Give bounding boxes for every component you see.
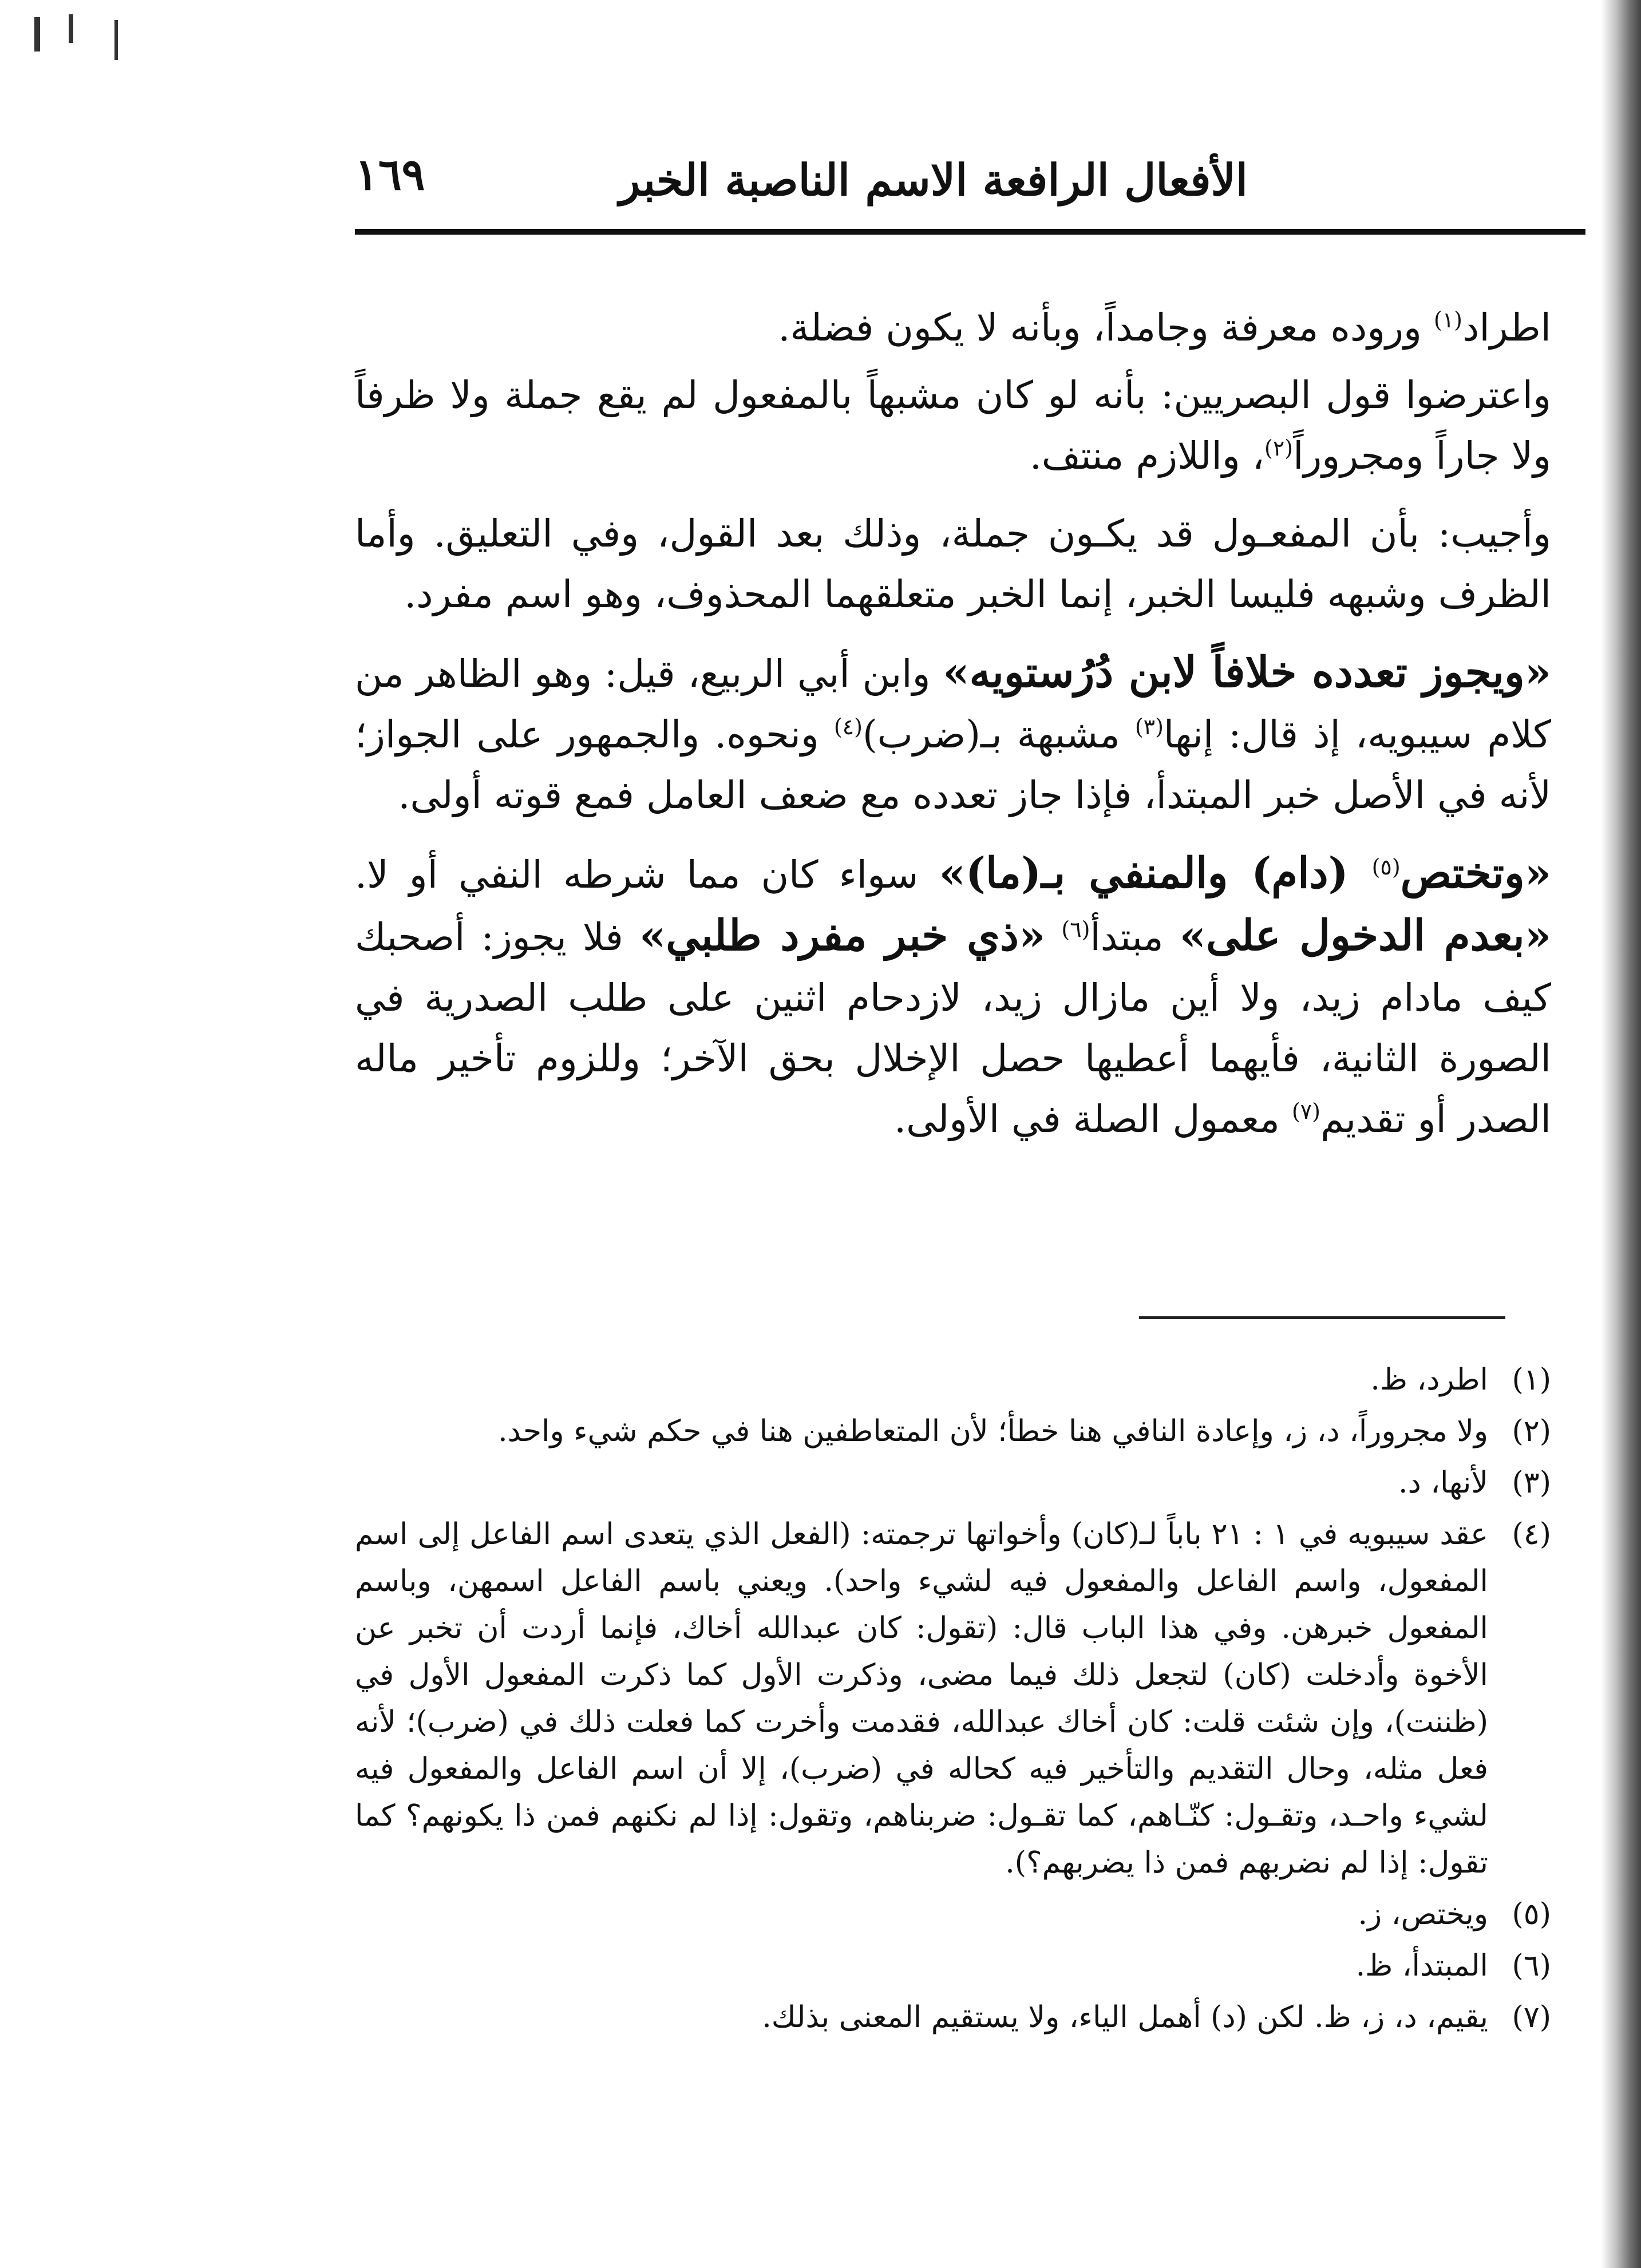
footnote-text: اطرد، ظ. xyxy=(1370,1363,1488,1397)
footnote-number: (٣) xyxy=(1512,1466,1551,1500)
running-title: الأفعال الرافعة الاسم الناصبة الخبر xyxy=(619,155,1248,205)
scan-shadow-edge xyxy=(1601,0,1641,2268)
footnote-number: (٤) xyxy=(1512,1517,1551,1551)
footnote-separator xyxy=(1139,1316,1505,1319)
footnote-text: ويختص، ز. xyxy=(1358,1897,1488,1931)
footnote-item xyxy=(355,1994,1551,2041)
text-run: اطراد xyxy=(1462,306,1551,350)
footnote-number: (١) xyxy=(1512,1363,1551,1397)
text-run: فلا يجوز: أصحبك كيف مادام زيد، ولا أين مازال زيد، لازدحام اثنين على طلب الصدرية في الصورة الثانية، فأيهما أعطيها حصل الإخلال بحق الآخر؛ وللزوم تأخير ماله الصدر أو تقديم xyxy=(355,915,1551,1141)
text-run: معمول الصلة في الأولى. xyxy=(894,1097,1292,1141)
footnote-item xyxy=(355,1942,1551,1989)
text-run: وأجيب: بأن المفعـول قد يكـون جملة، وذلك بعد القول، وفي التعليق. وأما الظرف وشبهه فليسا الخبر، إنما الخبر متعلقهما المحذوف، وهو اسم مفرد. xyxy=(355,512,1551,616)
footnote-ref: (٥) xyxy=(1371,854,1401,880)
footnote-text: لأنها، د. xyxy=(1398,1466,1488,1500)
footnotes xyxy=(355,1356,1551,2045)
footnote-item xyxy=(355,1459,1551,1506)
text-run: وابن أبي الربيع، قيل: وهو الظاهر من كلام سيبويه، إذ قال: إنها xyxy=(355,652,1551,757)
footnote-ref: (٦) xyxy=(1061,917,1090,942)
footnote-text: ولا مجروراً، د، ز، وإعادة النافي هنا خطأ؛ لأن المتعاطفين هنا في حكم شيء واحد. xyxy=(498,1414,1488,1448)
paragraph-4 xyxy=(355,642,1551,826)
footnote-number: (٢) xyxy=(1512,1414,1551,1448)
footnote-number: (٦) xyxy=(1512,1949,1551,1983)
text-run xyxy=(1045,915,1061,959)
paragraph-1 xyxy=(355,298,1551,358)
header-rule xyxy=(355,229,1585,235)
footnote-item xyxy=(355,1511,1551,1886)
matn-quote: (دام) والمنفي بـ(ما)» xyxy=(939,849,1372,898)
text-run: مبتدأ xyxy=(1090,915,1180,959)
footnote-ref: (١) xyxy=(1433,307,1462,333)
footnote-item xyxy=(355,1356,1551,1403)
main-text xyxy=(355,298,1551,1167)
paragraph-2 xyxy=(355,365,1551,486)
footnote-item xyxy=(355,1408,1551,1455)
footnote-ref: (٢) xyxy=(1264,436,1294,461)
footnote-text: عقد سيبويه في ١ : ٢١ باباً لـ(كان) وأخواتها ترجمته: (الفعل الذي يتعدى اسم الفاعل إلى اسم المفعول، واسم الفاعل والمفعول فيه لشيء واحد). ويعني باسم الفاعل اسمهن، وباسم المفعول خبرهن. وفي هذا الباب قال: (تقول: كان عبدالله أخاك، فإنما أردت أن تخبر عن الأخوة وأدخلت (كان) لتجعل ذلك فيما مضى، وذكرت الأول كما ذكرت المفعول الأول في (ظننت)، وإن شئت قلت: كان أخاك عبدالله، فقدمت وأخرت كما فعلت ذلك في (ضرب)؛ لأنه فعل مثله، وحال التقديم والتأخير فيه كحاله في (ضرب)، إلا أن اسم الفاعل والمفعول فيه لشيء واحـد، وتقـول: كنّـاهم، كما تقـول: ضربناهم، وتقول: إذا لم نكنهم فمن ذا يكونهم؟ كما تقول: إذا لم نضربهم فمن ذا يضربهم؟). xyxy=(355,1517,1488,1880)
matn-quote: «وتختص xyxy=(1400,849,1551,898)
scan-speck xyxy=(114,20,118,60)
matn-quote: «ذي خبر مفرد طلبي» xyxy=(639,911,1046,960)
paragraph-3 xyxy=(355,504,1551,625)
paragraph-5 xyxy=(355,843,1551,1150)
text-run: ونحوه. والجمهور على الجواز؛ لأنه في الأصل خبر المبتدأ، فإذا جاز تعدده مع ضعف العامل فمع قوته أولى. xyxy=(355,713,1551,817)
text-run: سواء كان مما شرطه النفي أو لا. xyxy=(355,853,939,897)
footnote-item xyxy=(355,1891,1551,1938)
text-run: ، واللازم منتف. xyxy=(1029,434,1264,478)
matn-quote: «بعدم الدخول على» xyxy=(1179,911,1552,960)
matn-quote: «ويجوز تعدده خلافاً لابن دُرُستويه» xyxy=(943,648,1551,697)
footnote-ref: (٤) xyxy=(833,714,863,739)
footnote-number: (٥) xyxy=(1512,1897,1551,1931)
page-header xyxy=(355,143,1248,212)
text-run: مشبهة بـ(ضرب) xyxy=(862,713,1135,757)
footnote-ref: (٧) xyxy=(1291,1099,1320,1124)
text-run: واعترضوا قول البصريين: بأنه لو كان مشبهاً بالمفعول لم يقع جملة ولا ظرفاً ولا جاراً ومجروراً xyxy=(355,373,1551,478)
footnote-number: (٧) xyxy=(1512,2000,1551,2035)
footnote-ref: (٣) xyxy=(1134,714,1164,739)
scan-speck xyxy=(69,14,73,43)
page-number: ١٦٩ xyxy=(355,149,425,200)
scan-speck xyxy=(34,17,40,52)
footnote-text: يقيم، د، ز، ظ. لكن (د) أهمل الياء، ولا يستقيم المعنى بذلك. xyxy=(762,2000,1488,2035)
text-run: وروده معرفة وجامداً، وبأنه لا يكون فضلة. xyxy=(778,306,1434,350)
footnote-text: المبتدأ، ظ. xyxy=(1355,1949,1488,1983)
